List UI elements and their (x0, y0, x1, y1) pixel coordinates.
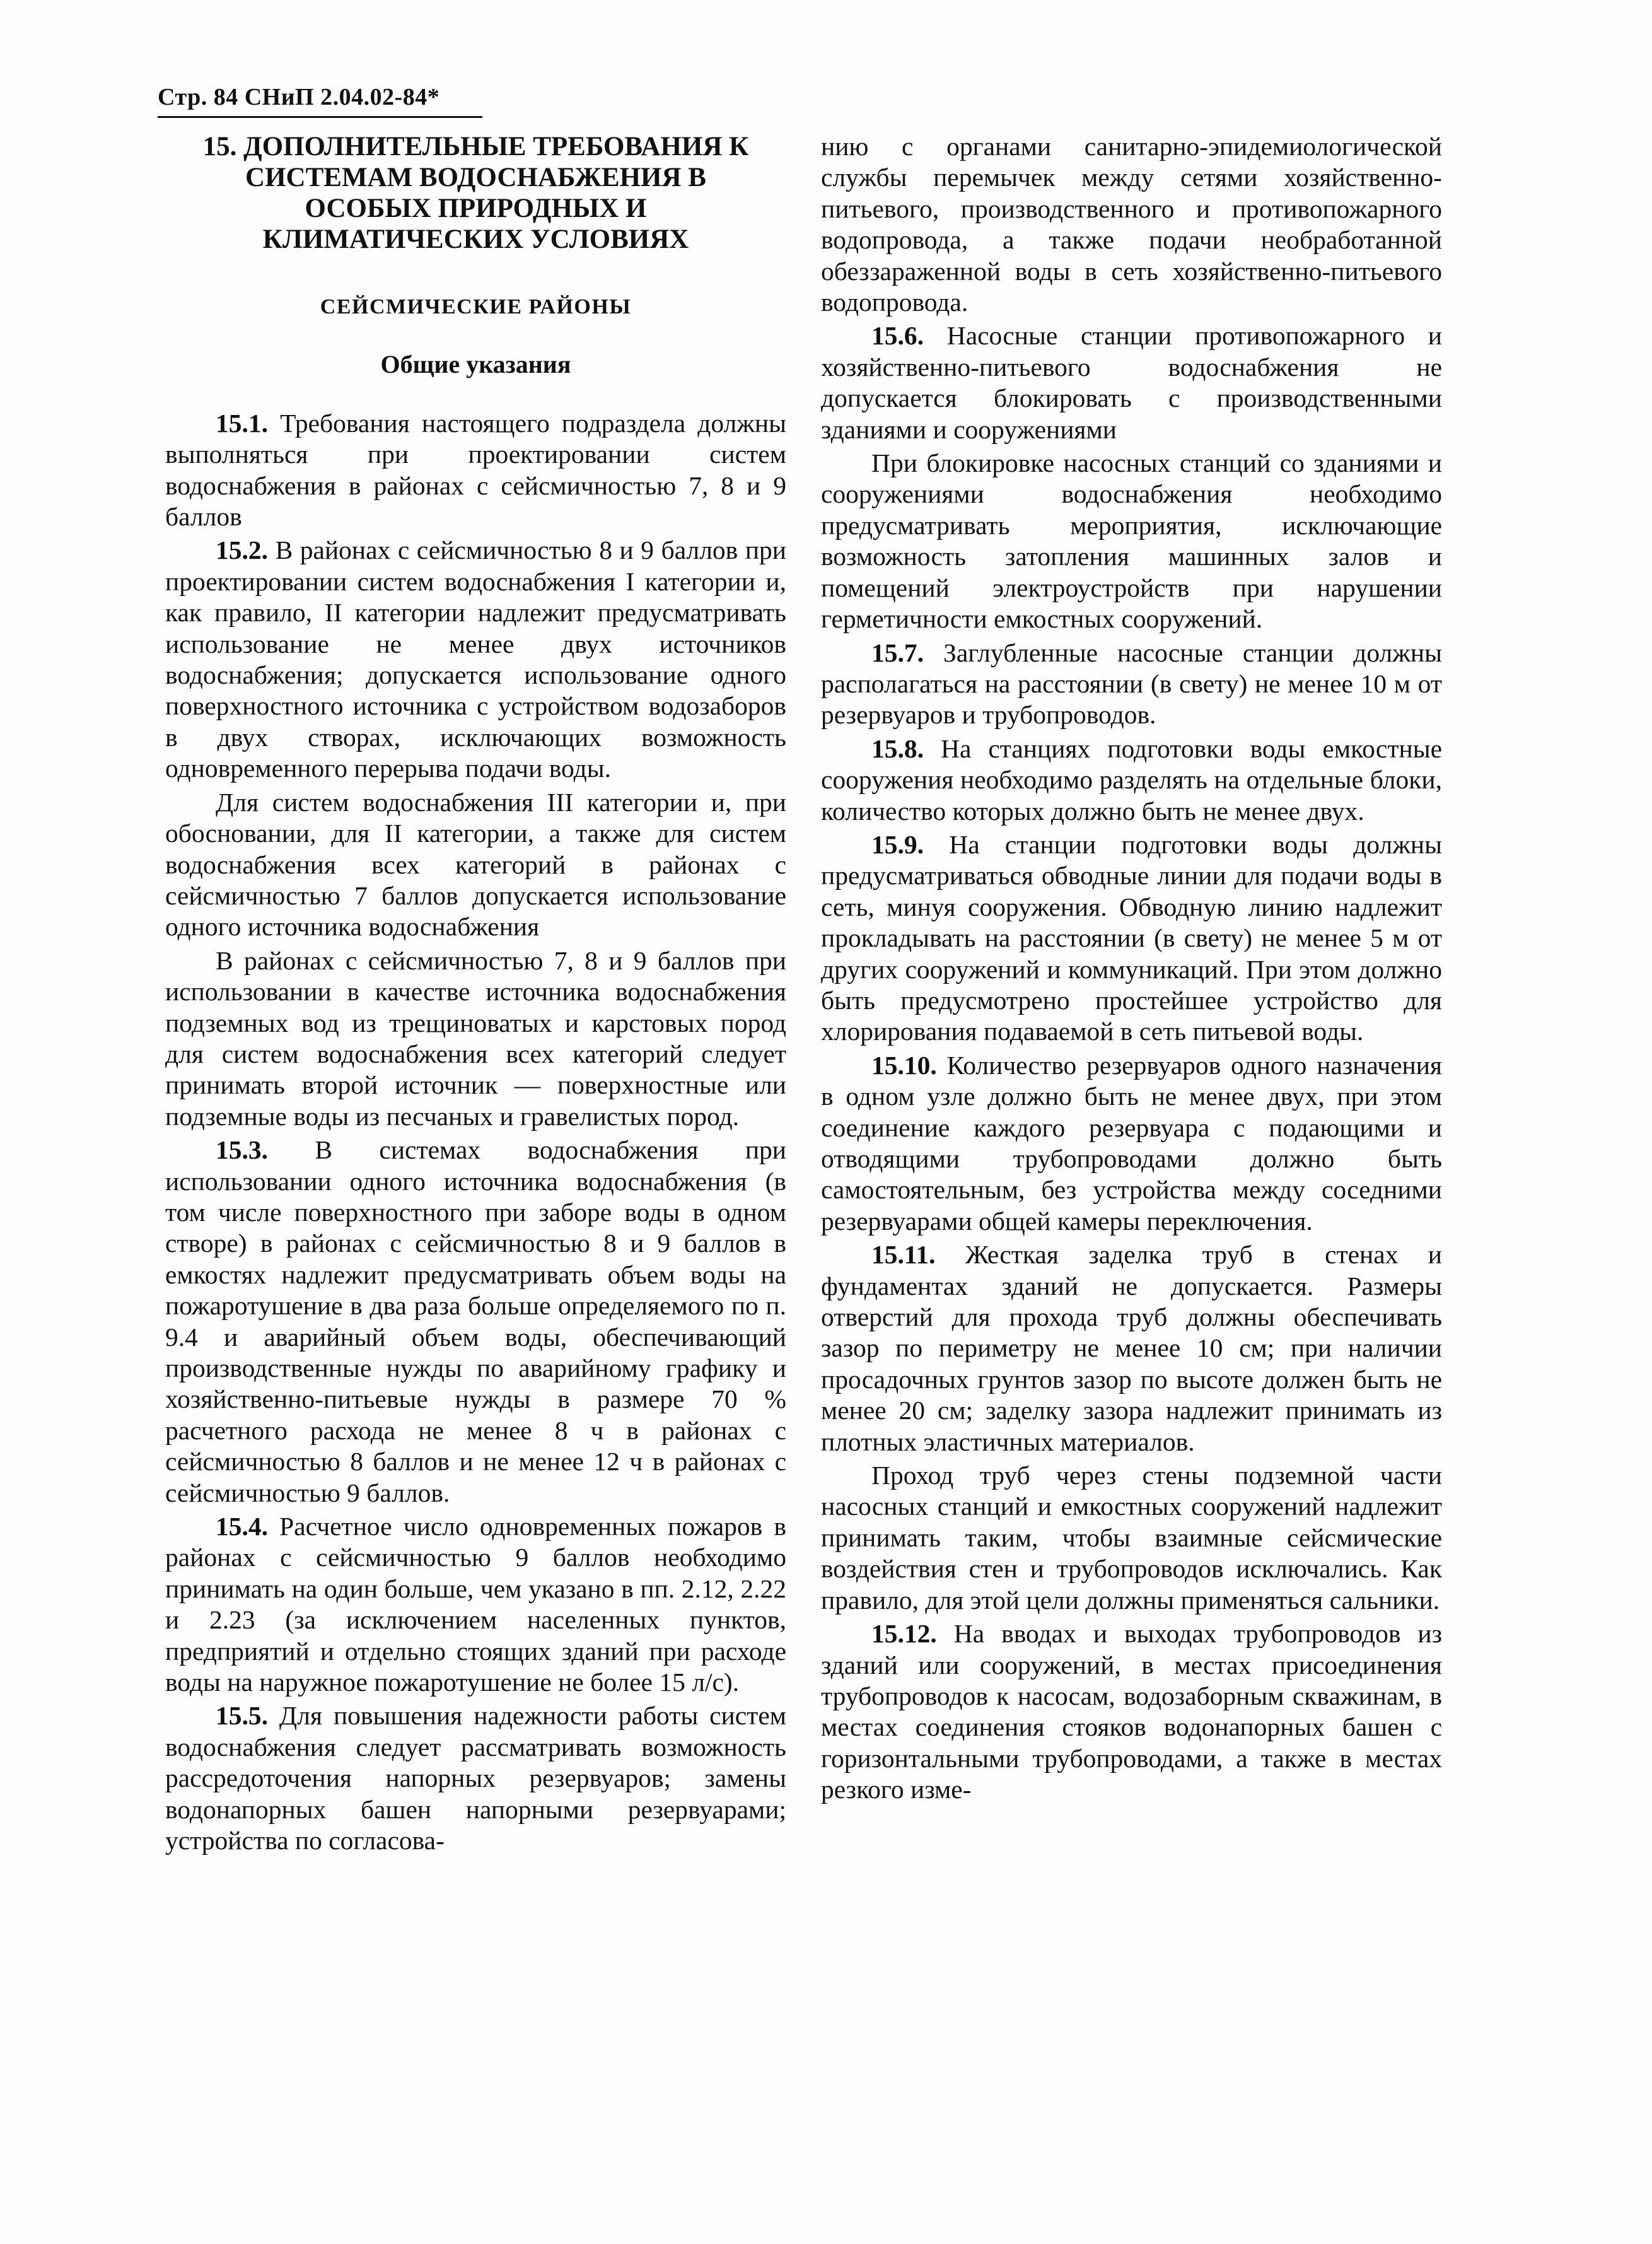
paragraph-text: Жесткая заделка труб в стенах и фундаментах зданий не допускается. Размеры отверстий для прохода труб должны обеспечивать зазор по периметру не менее 10 см; при наличии просадочных грунтов зазор по высоте должен быть не менее 20 см; заделку зазора надлежит принимать из плотных эластичных материалов. (821, 1240, 1442, 1456)
paragraph-text: Заглубленные насосные станции должны располагаться на расстоянии (в свету) не менее 10 м от резервуаров и трубопроводов. (821, 638, 1443, 730)
clause-number: 15.4. (216, 1512, 268, 1541)
paragraph-15-12 (821, 1618, 1442, 1805)
right-column (821, 131, 1442, 1808)
paragraph-text: Для повышения надежности работы систем водоснабжения следует рассматривать возможность рассредоточения напорных резервуаров; замены водонапорных башен напорными резервуарами; устройства по согласова- (165, 1701, 786, 1855)
paragraph-15-7 (821, 638, 1442, 731)
clause-number: 15.2. (216, 535, 268, 565)
paragraph-15-11 (821, 1239, 1442, 1458)
paragraph-text: На станциях подготовки воды емкостные сооружения необходимо разделять на отдельные блоки, количество которых должно быть не менее двух. (821, 733, 1442, 826)
section-title: 15. ДОПОЛНИТЕЛЬНЫЕ ТРЕБОВАНИЯ К СИСТЕМАМ ВОДОСНАБЖЕНИЯ В ОСОБЫХ ПРИРОДНЫХ И КЛИМАТИЧЕСКИХ УСЛОВИЯХ (202, 132, 749, 254)
clause-number: 15.10. (871, 1050, 937, 1080)
paragraph-text: В системах водоснабжения при использовании одного источника водоснабжения (в том числе поверхностного при заборе воды в одном створе) в районах с сейсмичностью 8 и 9 баллов в емкостях надлежит предусматривать объем воды на пожаротушение в два раза больше определяемого по п. 9.4 и аварийный объем воды, обеспечивающий производственные нужды по аварийному графику и хозяйственно-питьевые нужды в размере 70 % расчетного расхода не менее 8 ч в районах с сейсмичностью 8 баллов и не менее 12 ч в районах с сейсмичностью 9 баллов. (165, 1135, 787, 1507)
paragraph-15-9 (821, 829, 1442, 1048)
paragraph-15-3 (165, 1135, 786, 1509)
clause-number: 15.11. (871, 1240, 936, 1270)
clause-number: 15.5. (216, 1701, 268, 1731)
clause-number: 15.7. (871, 638, 924, 667)
running-header: Стр. 84 СНиП 2.04.02-84* (158, 84, 440, 110)
clause-number: 15.12. (871, 1619, 937, 1649)
clause-number: 15.1. (216, 408, 268, 438)
paragraph-15-6 (821, 320, 1442, 445)
paragraph-15-6-blocking: При блокировке насосных станций со зданиями и сооружениями водоснабжения необходимо предусматривать мероприятия, исключающие возможность затопления машинных залов и помещений электроустройств при нарушении герметичности емкостных сооружений. (821, 448, 1442, 634)
clause-number: 15.8. (871, 733, 924, 763)
paragraph-text: Требования настоящего подраздела должны выполняться при проектировании систем водоснабжения в районах с сейсмичностью 7, 8 и 9 баллов (165, 408, 787, 532)
clause-number: 15.9. (871, 829, 924, 859)
left-column (165, 131, 786, 1859)
paragraph-15-4 (165, 1511, 786, 1698)
paragraph-15-8 (821, 733, 1442, 827)
paragraph-15-5 (165, 1700, 786, 1856)
paragraph-text: Количество резервуаров одного назначения в одном узле должно быть не менее двух, при этом соединение каждого резервуара с подающими и отводящими трубопроводами должно быть самостоятельным, без устройства между соседними резервуарами общей камеры переключения. (821, 1050, 1443, 1236)
paragraph-15-10 (821, 1050, 1442, 1237)
subsection-title: СЕЙСМИЧЕСКИЕ РАЙОНЫ (320, 295, 632, 318)
paragraph-text: На станции подготовки воды должны предусматриваться обводные линии для подачи воды в сеть, минуя сооружения. Обводную линию надлежит прокладывать на расстоянии (в свету) не менее 5 м от других сооружений и коммуникаций. При этом должно быть предусмотрено простейшее устройство для хлорирования подаваемой в сеть питьевой воды. (821, 829, 1442, 1046)
paragraph-15-2-karst: В районах с сейсмичностью 7, 8 и 9 баллов при использовании в качестве источника водоснабжения подземных вод из трещиноватых и карстовых пород для систем водоснабжения всех категорий следует принимать второй источник — поверхностные или подземные воды из песчаных и гравелистых пород. (165, 945, 786, 1131)
paragraph-text: В районах с сейсмичностью 8 и 9 баллов при проектировании систем водоснабжения I категории и, как правило, II категории надлежит предусматривать использование не менее двух источников водоснабжения; допускается использование одного поверхностного источника с устройством водозаборов в двух створах, исключающих возможность одновременного перерыва подачи воды. (165, 535, 786, 783)
paragraph-text: Насосные станции противопожарного и хозяйственно-питьевого водоснабжения не допускается блокировать с производственными зданиями и сооружениями (821, 321, 1442, 444)
clause-number: 15.6. (871, 321, 924, 351)
subheading: Общие указания (380, 350, 571, 379)
paragraph-15-2-cat3: Для систем водоснабжения III категории и, при обосновании, для II категории, а также для систем водоснабжения всех категорий в районах с сейсмичностью 7 баллов допускается использование одного источника водоснабжения (165, 787, 786, 942)
clause-number: 15.3. (216, 1135, 268, 1165)
paragraph-15-5-continued: нию с органами санитарно-эпидемиологической службы перемычек между сетями хозяйственно-питьевого, производственного и противопожарного водопровода, а также подачи необработанной обеззараженной воды в сеть хозяйственно-питьевого водопровода. (821, 132, 1442, 317)
paragraph-15-1 (165, 408, 786, 533)
paragraph-15-11-walls: Проход труб через стены подземной части насосных станций и емкостных сооружений надлежит принимать таким, чтобы взаимные сейсмические воздействия стен и трубопроводов исключались. Как правило, для этой цели должны применяться сальники. (821, 1461, 1442, 1615)
paragraph-text: Расчетное число одновременных пожаров в районах с сейсмичностью 9 баллов необходимо принимать на один больше, чем указано в пп. 2.12, 2.22 и 2.23 (за исключением населенных пунктов, предприятий и отдельно стоящих зданий при расходе воды на наружное пожаротушение не более 15 л/с). (165, 1512, 787, 1697)
header-underline (158, 116, 482, 118)
paragraph-text: На вводах и выходах трубопроводов из зданий или сооружений, в местах присоединения трубопроводов к насосам, водозаборным скважинам, в местах соединения стояков водонапорных башен с горизонтальными трубопроводами, а также в местах резкого изме- (821, 1619, 1442, 1804)
paragraph-15-2 (165, 535, 786, 784)
